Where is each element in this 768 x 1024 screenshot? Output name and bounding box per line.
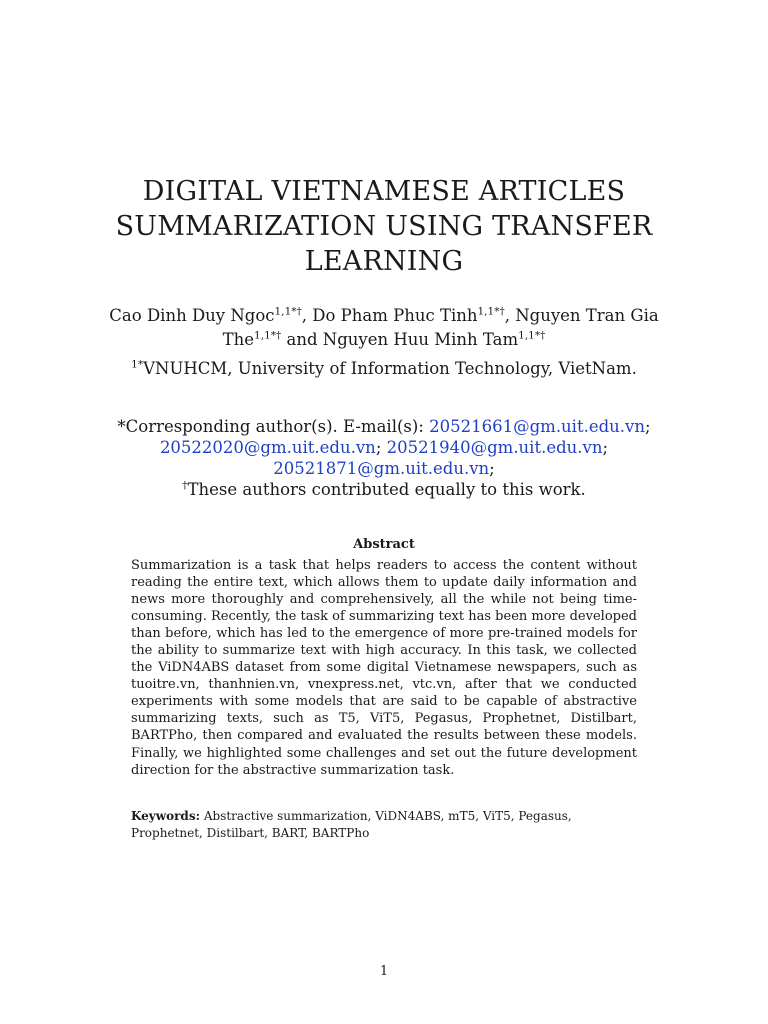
title-line-2: SUMMARIZATION USING TRANSFER <box>115 211 653 242</box>
email-separator: ; <box>489 459 495 478</box>
author-name: Nguyen Tran Gia The <box>222 306 659 349</box>
dagger-mark: † <box>182 479 188 492</box>
author-separator: , <box>504 306 516 325</box>
author-list <box>100 304 668 352</box>
paper-title <box>90 174 678 279</box>
abstract-body: Summarization is a task that helps readers to access the content without reading the entire text, which allows them to update daily information and news more thoroughly and comprehensively, all the while not being time-consuming. Recently, the task of summarizing text has been more developed than before, which has led to the emergence of more pre-trained models for the ability to summarize text with high accuracy. In this task, we collected the ViDN4ABS dataset from some digital Vietnamese newspapers, such as tuoitre.vn, thanhnien.vn, vnexpress.net, vtc.vn, after that we conducted experiments with some models that are said to be capable of abstractive summarizing texts, such as T5, ViT5, Pegasus, Prophetnet, Distilbart, BARTPho, then compared and evaluated the results between these models. Finally, we highlighted some challenges and set out the future development direction for the abstractive summarization task. <box>131 558 637 778</box>
author-name: Do Pham Phuc Tinh <box>312 306 478 325</box>
email-separator: ; <box>645 417 651 436</box>
title-line-1: DIGITAL VIETNAMESE ARTICLES <box>142 176 626 207</box>
affiliation-text: VNUHCM, University of Information Technology, VietNam. <box>143 359 637 378</box>
keywords <box>131 808 637 842</box>
email-separator: ; <box>602 438 609 457</box>
author-affiliation-mark: 1,1*† <box>274 305 302 318</box>
corresponding-authors <box>100 416 668 479</box>
author-name: Cao Dinh Duy Ngoc <box>109 306 275 325</box>
page-number: 1 <box>379 964 389 979</box>
equal-contribution-note <box>100 479 668 501</box>
email-link[interactable]: 20521940@gm.uit.edu.vn <box>386 438 603 457</box>
author-separator: , <box>301 306 313 325</box>
author-affiliation-mark: 1,1*† <box>477 305 505 318</box>
author-affiliation-mark: 1,1*† <box>518 329 546 342</box>
contribution-text: These authors contributed equally to this work. <box>187 480 586 499</box>
abstract-heading: Abstract <box>353 537 415 552</box>
affiliation <box>80 358 688 380</box>
corresponding-prefix: *Corresponding author(s). E-mail(s): <box>117 417 430 436</box>
author-affiliation-mark: 1,1*† <box>254 329 282 342</box>
affiliation-mark: 1* <box>131 358 144 371</box>
email-separator: ; <box>375 438 382 457</box>
email-link[interactable]: 20521661@gm.uit.edu.vn <box>429 417 645 436</box>
title-line-3: LEARNING <box>304 246 464 277</box>
keywords-text: Abstractive summarization, ViDN4ABS, mT5, ViT5, Pegasus, Prophetnet, Distilbart, BART, BARTPho <box>131 809 572 840</box>
email-link[interactable]: 20522020@gm.uit.edu.vn <box>159 438 376 457</box>
keywords-label: Keywords: <box>131 809 201 823</box>
email-link[interactable]: 20521871@gm.uit.edu.vn <box>273 459 490 478</box>
author-name: Nguyen Huu Minh Tam <box>322 330 519 349</box>
author-separator: and <box>281 330 323 349</box>
